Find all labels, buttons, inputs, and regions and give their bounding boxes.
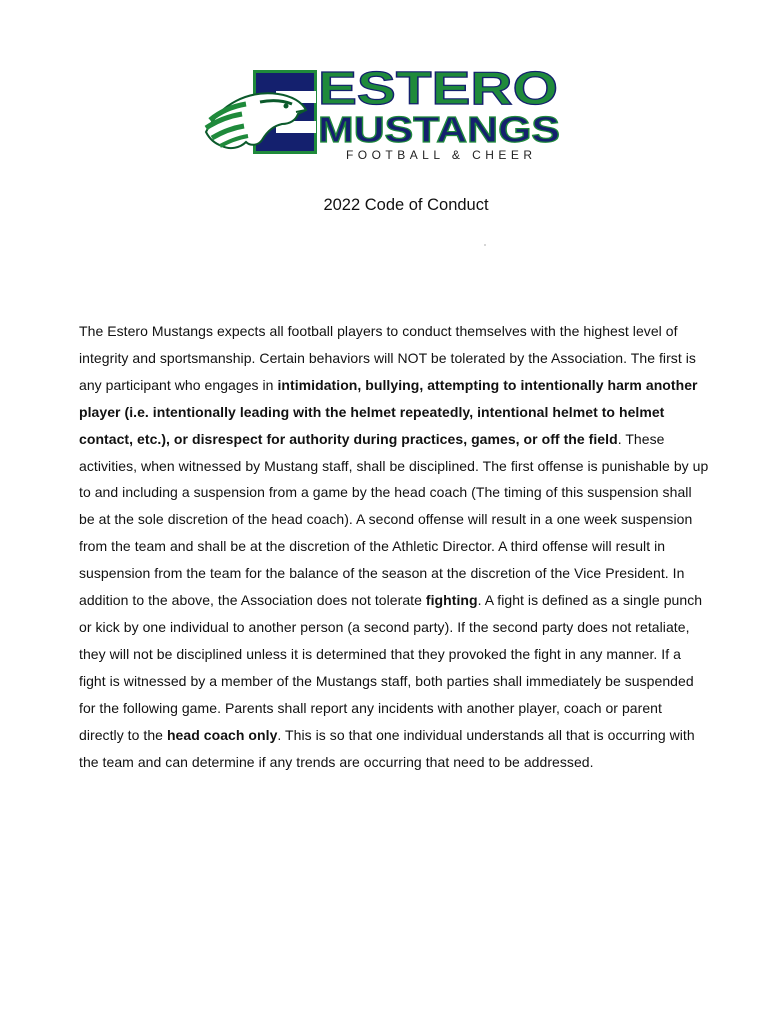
paragraph-bold-behaviors: intimidation, bullying, attempting to intentionally harm another player (i.e. intentionally leading with the helmet repeatedly, intentional helmet to helmet contact, etc.), or disrespect for authority during practices, games, or off the field xyxy=(79,376,698,447)
document-title: 2022 Code of Conduct xyxy=(323,196,489,214)
logo-line-estero: ESTERO xyxy=(318,62,558,114)
code-of-conduct-paragraph xyxy=(79,318,709,775)
estero-mustangs-logo xyxy=(200,62,570,166)
paragraph-text-2: . These activities, when witnessed by Mustang staff, shall be disciplined. The first offense is punishable by up to and including a suspension from a game by the head coach (The timing of this suspension shall be at the sole discretion of the head coach). A second offense will result in a one week suspension from the team and shall be at the discretion of the Athletic Director. A third offense will result in suspension from the team for the balance of the season at the discretion of the Vice President. In addition to the above, the Association does not tolerate xyxy=(79,430,709,609)
logo-graphic xyxy=(200,62,570,166)
paragraph-bold-fighting: fighting xyxy=(425,592,478,609)
logo-line-football-cheer: FOOTBALL & CHEER xyxy=(346,148,532,162)
paragraph-bold-head-coach: head coach only xyxy=(166,726,278,743)
paragraph-text-1: The Estero Mustangs expects all football players to conduct themselves with the highest level of integrity and sportsmanship. Certain behaviors will NOT be tolerated by the Association. The first is any participant who engages in xyxy=(79,323,696,393)
logo-line-mustangs: MUSTANGS xyxy=(318,109,560,150)
paragraph-text-4: . This is so that one individual understands all that is occurring with the team and can determine if any trends are occurring that need to be addressed. xyxy=(79,726,695,770)
paragraph-text-3: . A fight is defined as a single punch or kick by one individual to another person (a second party). If the second party does not retaliate, they will not be disciplined unless it is determined that they provoked the fight in any manner. If a fight is witnessed by a member of the Mustangs staff, both parties shall immediately be suspended for the following game. Parents shall report any incidents with another player, coach or parent directly to the xyxy=(79,592,703,743)
stray-mark xyxy=(484,244,486,246)
